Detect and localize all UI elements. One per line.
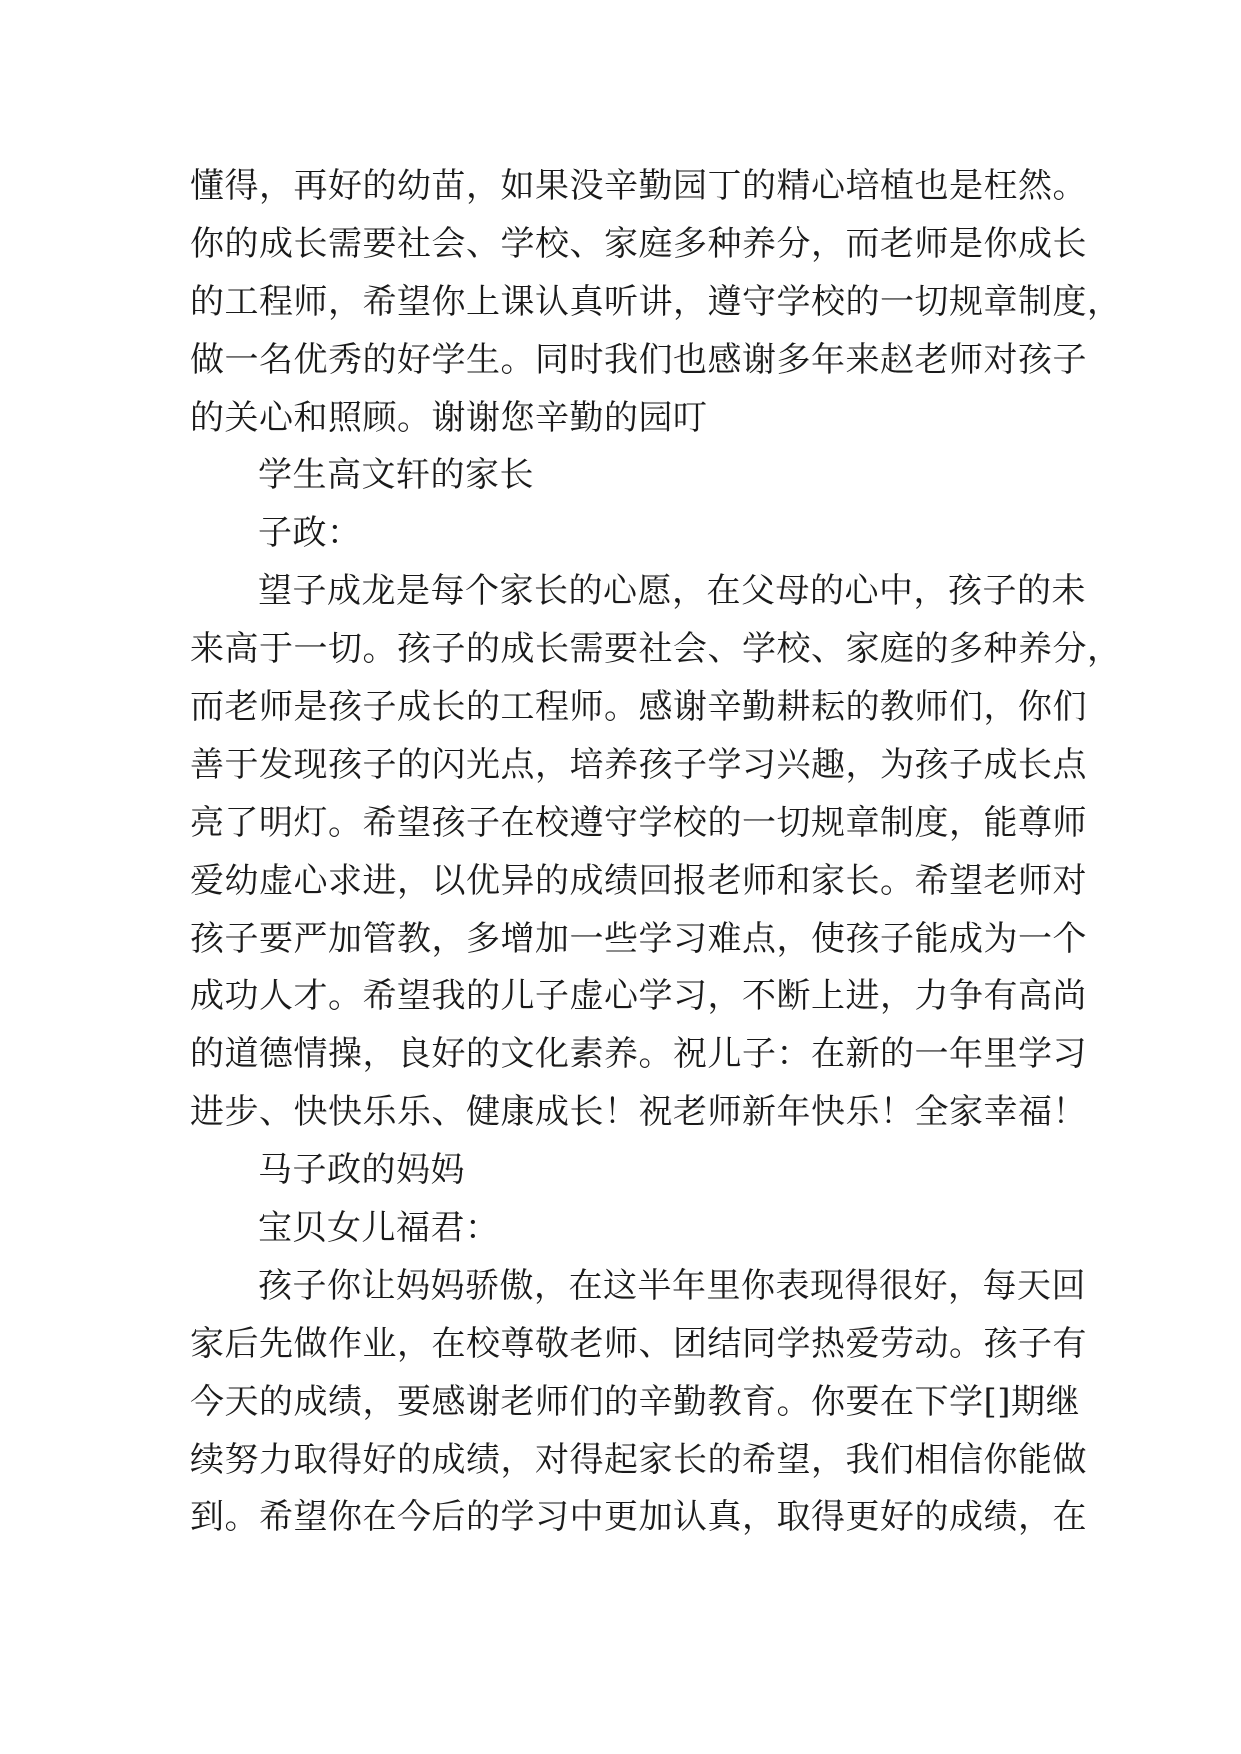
paragraph-start-line: 望子成龙是每个家长的心愿，在父母的心中，孩子的未 xyxy=(258,571,1086,612)
text-line: 懂得，再好的幼苗，如果没辛勤园丁的精心培植也是枉然。 xyxy=(190,166,1087,206)
salutation-line: 宝贝女儿福君： xyxy=(258,1208,500,1249)
text-line: 的工程师，希望你上课认真听讲，遵守学校的一切规章制度， xyxy=(190,281,1122,322)
text-line: 来高于一切。孩子的成长需要社会、学校、家庭的多种养分， xyxy=(190,629,1122,670)
text-line: 你的成长需要社会、学校、家庭多种养分，而老师是你成长 xyxy=(190,223,1087,264)
text-line: 爱幼虚心求进，以优异的成绩回报老师和家长。希望老师对 xyxy=(190,860,1087,901)
signature-line: 马子政的妈妈 xyxy=(258,1150,465,1191)
text-line: 的关心和照顾。谢谢您辛勤的园叮 xyxy=(190,397,708,438)
salutation-line: 子政： xyxy=(258,513,362,554)
text-line: 进步、快快乐乐、健康成长！祝老师新年快乐！全家幸福！ xyxy=(190,1092,1087,1133)
text-line: 亮了明灯。希望孩子在校遵守学校的一切规章制度，能尊师 xyxy=(190,802,1087,843)
text-line: 家后先做作业，在校尊敬老师、团结同学热爱劳动。孩子有 xyxy=(190,1323,1087,1364)
text-line: 而老师是孩子成长的工程师。感谢辛勤耕耘的教师们，你们 xyxy=(190,687,1087,728)
text-line: 续努力取得好的成绩，对得起家长的希望，我们相信你能做 xyxy=(190,1439,1087,1480)
paragraph-start-line: 孩子你让妈妈骄傲，在这半年里你表现得很好，每天回 xyxy=(258,1265,1086,1306)
text-line: 今天的成绩，要感谢老师们的辛勤教育。你要在下学[]期继 xyxy=(190,1381,1081,1422)
text-line: 做一名优秀的好学生。同时我们也感谢多年来赵老师对孩子 xyxy=(190,339,1087,380)
text-line: 的道德情操，良好的文化素养。祝儿子：在新的一年里学习 xyxy=(190,1034,1087,1075)
signature-line: 学生高文轩的家长 xyxy=(258,455,534,496)
text-line: 成功人才。希望我的儿子虚心学习，不断上进，力争有高尚 xyxy=(190,976,1087,1017)
text-line: 到。希望你在今后的学习中更加认真，取得更好的成绩，在 xyxy=(190,1497,1087,1538)
text-line: 孩子要严加管教，多增加一些学习难点，使孩子能成为一个 xyxy=(190,918,1087,959)
text-line: 善于发现孩子的闪光点，培养孩子学习兴趣，为孩子成长点 xyxy=(190,744,1087,785)
document-body xyxy=(190,158,1122,1547)
